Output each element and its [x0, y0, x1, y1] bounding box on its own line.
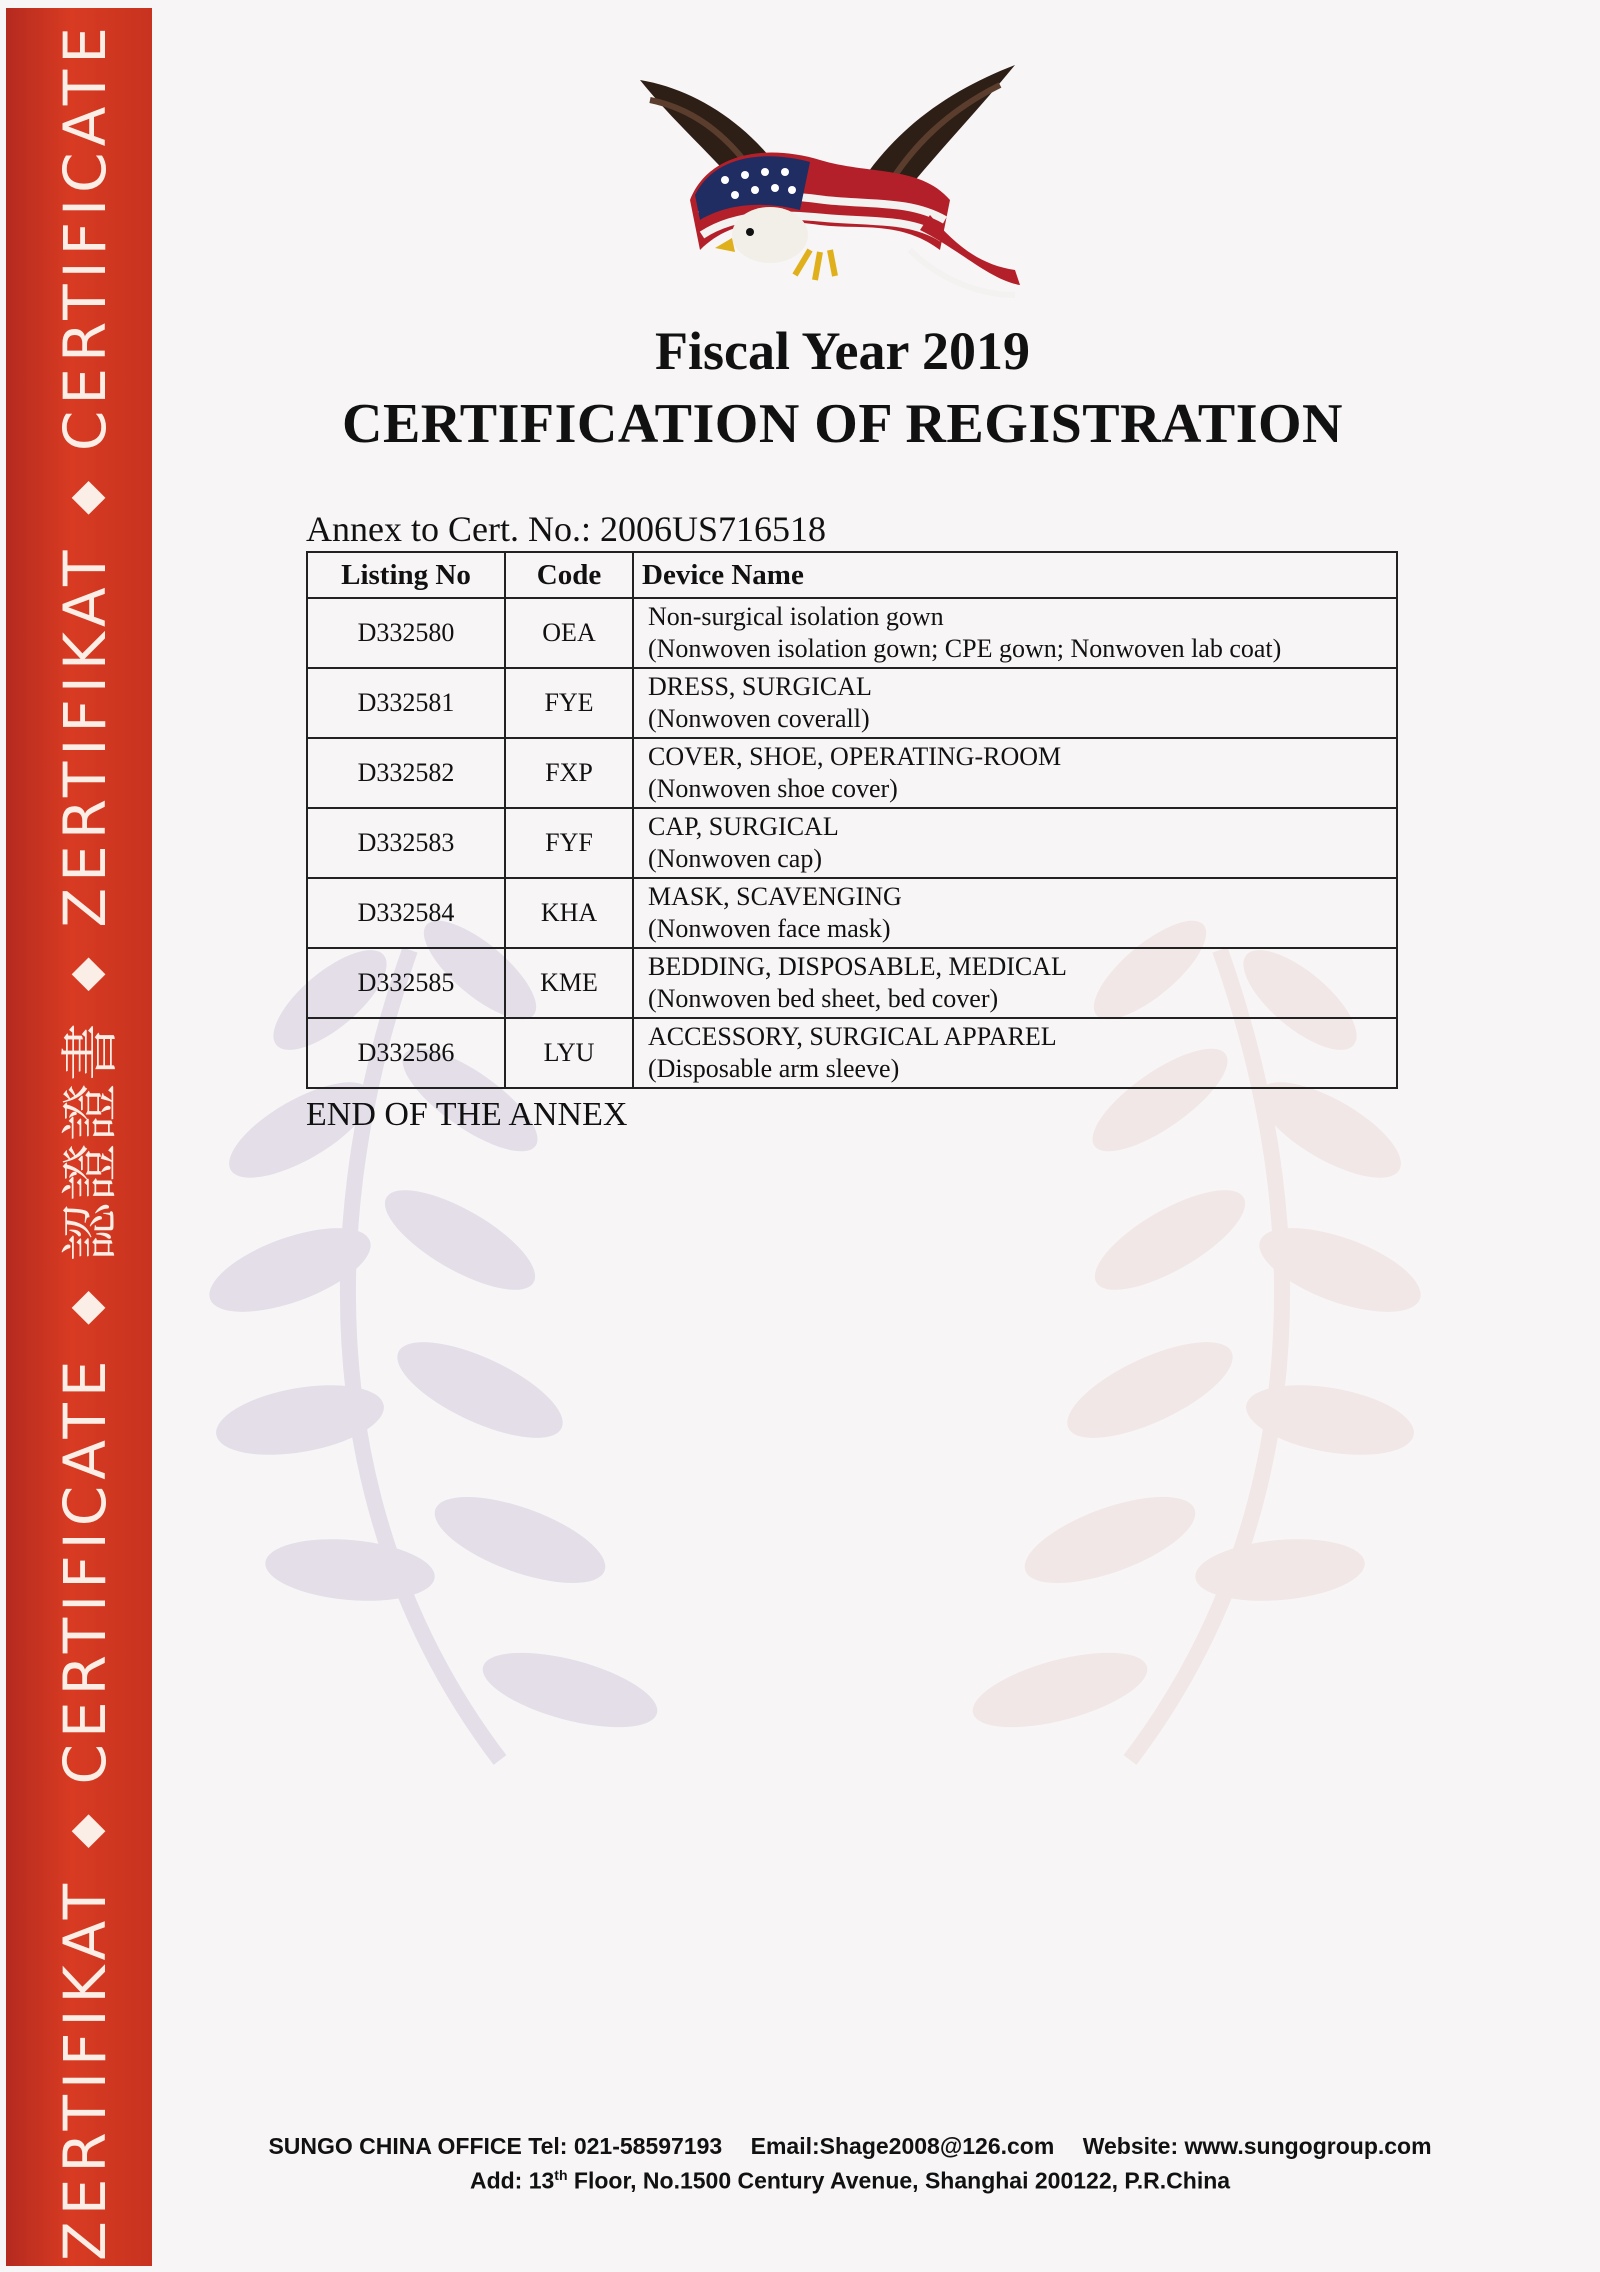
device-detail: (Nonwoven bed sheet, bed cover): [648, 984, 999, 1013]
end-of-annex-text: END OF THE ANNEX: [306, 1096, 628, 1133]
listing-no-cell: D332585: [307, 948, 505, 1018]
device-name-cell: [633, 668, 1397, 738]
footer-contact: [0, 2132, 1600, 2196]
listing-no-cell: D332581: [307, 668, 505, 738]
device-detail: (Nonwoven face mask): [648, 914, 891, 943]
certificate-title: CERTIFICATION OF REGISTRATION: [342, 393, 1343, 455]
listing-no-cell: D332586: [307, 1018, 505, 1088]
code-cell: FYE: [505, 668, 633, 738]
device-name-cell: [633, 808, 1397, 878]
listing-no-cell: D332584: [307, 878, 505, 948]
device-name-cell: [633, 1018, 1397, 1088]
code-cell: KHA: [505, 878, 633, 948]
code-cell: LYU: [505, 1018, 633, 1088]
device-registration-table: [306, 551, 1398, 1089]
table-row: [307, 948, 1397, 1018]
footer-address-prefix: Add: 13: [469, 2167, 555, 2194]
table-row: [307, 598, 1397, 668]
listing-no-cell: D332580: [307, 598, 505, 668]
diamond-icon: ◆: [59, 1290, 111, 1325]
band-segment: 認證證書: [56, 1021, 124, 1262]
column-header-code: Code: [505, 552, 633, 598]
device-name-cell: [633, 948, 1397, 1018]
footer-address-rest: Floor, No.1500 Century Avenue, Shanghai 200122, P.R.China: [567, 2167, 1231, 2194]
page-title: Fiscal Year 2019: [655, 321, 1030, 381]
band-segment: ZERTIFIKAT: [51, 544, 119, 928]
device-name: MASK, SCAVENGING: [648, 882, 902, 911]
device-name: Non-surgical isolation gown: [648, 602, 944, 631]
annex-cert-number: Annex to Cert. No.: 2006US716518: [306, 509, 826, 549]
footer-line-contact: [0, 2132, 1600, 2161]
device-name-cell: [633, 598, 1397, 668]
footer-line-address: [0, 2161, 1600, 2196]
footer-office: SUNGO CHINA OFFICE: [268, 2133, 522, 2159]
footer-tel: Tel: 021-58597193: [528, 2133, 723, 2159]
table-row: [307, 808, 1397, 878]
device-name: COVER, SHOE, OPERATING-ROOM: [648, 742, 1062, 771]
device-name: BEDDING, DISPOSABLE, MEDICAL: [648, 952, 1067, 981]
device-name: CAP, SURGICAL: [648, 812, 839, 841]
band-segment: CERTIFICATE: [51, 21, 119, 452]
table-row: [307, 878, 1397, 948]
listing-no-cell: D332582: [307, 738, 505, 808]
device-name-cell: [633, 738, 1397, 808]
device-detail: (Nonwoven cap): [648, 844, 822, 873]
code-cell: KME: [505, 948, 633, 1018]
device-detail: (Nonwoven isolation gown; CPE gown; Nonwoven lab coat): [648, 634, 1282, 663]
device-name: DRESS, SURGICAL: [648, 672, 872, 701]
column-header-device-name: Device Name: [633, 552, 1397, 598]
table-row: [307, 738, 1397, 808]
footer-website: Website: www.sungogroup.com: [1082, 2133, 1432, 2159]
eagle-flag-emblem-icon: [620, 50, 1040, 300]
band-segment: CERTIFICATE: [51, 1354, 119, 1785]
code-cell: OEA: [505, 598, 633, 668]
column-header-listing-no: Listing No: [307, 552, 505, 598]
device-detail: (Nonwoven coverall): [648, 704, 870, 733]
table-row: [307, 1018, 1397, 1088]
listing-no-cell: D332583: [307, 808, 505, 878]
diamond-icon: ◆: [59, 957, 111, 992]
diamond-icon: ◆: [59, 1814, 111, 1849]
table-header-row: [307, 552, 1397, 598]
device-name-cell: [633, 878, 1397, 948]
diamond-icon: ◆: [59, 480, 111, 515]
code-cell: FXP: [505, 738, 633, 808]
code-cell: FYF: [505, 808, 633, 878]
band-segment: ZERTIFIKAT: [51, 1877, 119, 2261]
device-detail: (Disposable arm sleeve): [648, 1054, 900, 1083]
footer-address-sup: th: [554, 2167, 568, 2183]
footer-email: Email:Shage2008@126.com: [750, 2133, 1055, 2159]
table-row: [307, 668, 1397, 738]
device-name: ACCESSORY, SURGICAL APPAREL: [648, 1022, 1057, 1051]
device-detail: (Nonwoven shoe cover): [648, 774, 898, 803]
